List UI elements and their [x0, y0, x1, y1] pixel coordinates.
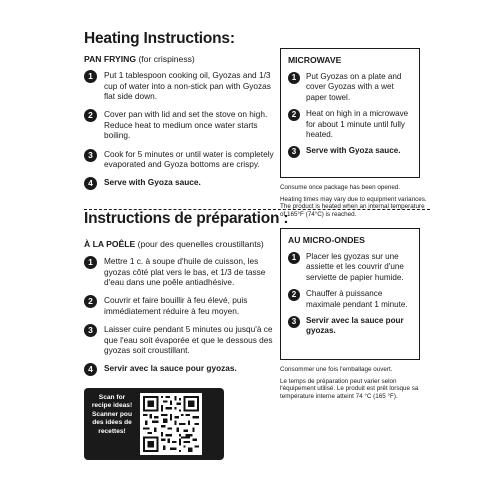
poele-steps [84, 256, 276, 381]
qr-caption [88, 394, 136, 436]
step-text: Servir avec la sauce pour gyozas. [306, 316, 404, 336]
step-text: Serve with Gyoza sauce. [306, 146, 401, 156]
poele-subheading [84, 239, 264, 249]
poele-note: (pour des quenelles croustillants) [137, 239, 264, 249]
instructions-preparation-heading: Instructions de préparation : [84, 210, 289, 227]
step-text: Put 1 tablespoon cooking oil, Gyozas and 1/3 cup of water into a non-stick pan with Gyozas flat side down. [104, 70, 271, 102]
step [84, 109, 274, 141]
step [288, 109, 412, 140]
notes [280, 366, 430, 400]
pan-frying-note: (for crispiness) [138, 54, 195, 64]
step-number-badge: 3 [84, 324, 97, 337]
step [84, 70, 274, 102]
step-number-badge: 3 [288, 316, 300, 328]
pan-frying-steps [84, 70, 274, 195]
step-number-badge: 2 [288, 109, 300, 121]
step-number-badge: 2 [288, 289, 300, 301]
step [288, 146, 412, 156]
consume-note: Consume once package has been opened. [280, 184, 401, 191]
heating-note: Heating times may vary due to equipment variances. The product is heated when an internal temperature of 165°F (74°C) is reached. [280, 195, 427, 218]
step-text: Couvrir et faire bouillir à feu élevé, puis immédiatement réduire à feu moyen. [104, 295, 248, 316]
step-number-badge: 2 [84, 295, 97, 308]
heating-instructions-heading: Heating Instructions: [84, 30, 235, 47]
pan-frying-label: PAN FRYING [84, 54, 137, 64]
step-number-badge: 3 [84, 149, 97, 162]
step-number-badge: 2 [84, 109, 97, 122]
qr-block [84, 388, 224, 460]
step-text: Cover pan with lid and set the stove on high. Reduce heat to medium once water starts boiling. [104, 109, 268, 141]
step-number-badge: 4 [84, 363, 97, 376]
step [84, 149, 274, 170]
step [84, 324, 276, 356]
step-number-badge: 1 [84, 70, 97, 83]
step-text: Put Gyozas on a plate and cover Gyozas with a wet paper towel. [306, 72, 402, 102]
step-text: Cook for 5 minutes or until water is completely evaporated and Gyoza bottoms are crispy. [104, 148, 274, 170]
step [288, 252, 412, 283]
pan-frying-subheading [84, 54, 195, 64]
step-text: Heat on high in a microwave for about 1 minute until fully heated. [306, 109, 409, 140]
step [84, 363, 276, 374]
step-number-badge: 1 [288, 72, 300, 84]
step-text: Placer les gyozas sur une assiette et les couvrir d'une serviette de papier humide. [306, 252, 404, 282]
qr-caption-line: recipe ideas! [91, 402, 133, 410]
step-number-badge: 3 [288, 146, 300, 158]
step [288, 316, 412, 337]
step-number-badge: 1 [288, 252, 300, 264]
qr-caption-line: Scan for [98, 394, 126, 401]
consume-note: Consommer une fois l'emballage ouvert. [280, 366, 393, 373]
micro-ondes-box [280, 228, 420, 360]
microwave-box [280, 48, 420, 178]
step-text: Servir avec la sauce pour gyozas. [104, 363, 237, 374]
english-section [0, 28, 500, 218]
step-number-badge: 4 [84, 177, 97, 190]
step-text: Serve with Gyoza sauce. [104, 177, 201, 188]
qr-caption-line: Scanner pou [92, 410, 132, 418]
qr-code-icon[interactable] [140, 393, 202, 455]
step-number-badge: 1 [84, 256, 97, 269]
step-text: Chauffer à puissance maximale pendant 1 minute. [306, 289, 408, 309]
step [288, 289, 412, 310]
qr-caption-line: des idées de [92, 419, 132, 427]
heating-note: Le temps de préparation peut varier selon l'équipement utilisé. Le produit est prêt lorsque sa température interne atteint 74 °C (165 °F). [280, 377, 419, 400]
step [84, 256, 276, 288]
microwave-title: MICROWAVE [288, 55, 342, 65]
step [288, 72, 412, 103]
step [84, 295, 276, 316]
step-text: Mettre 1 c. à soupe d'huile de cuisson, les gyozas côté plat vers le bas, et 1/3 de tasse d'eau dans une poêle antiadhésive. [104, 256, 266, 288]
french-section [0, 210, 500, 400]
qr-caption-line: recettes! [98, 427, 126, 435]
step-text: Laisser cuire pendant 5 minutes ou jusqu'à ce que l'eau soit évaporée et que le dessous des gyozas soit croustillant. [104, 323, 273, 356]
step [84, 177, 274, 188]
poele-label: À LA POÊLE [84, 239, 136, 249]
micro-ondes-title: AU MICRO-ONDES [288, 235, 365, 245]
